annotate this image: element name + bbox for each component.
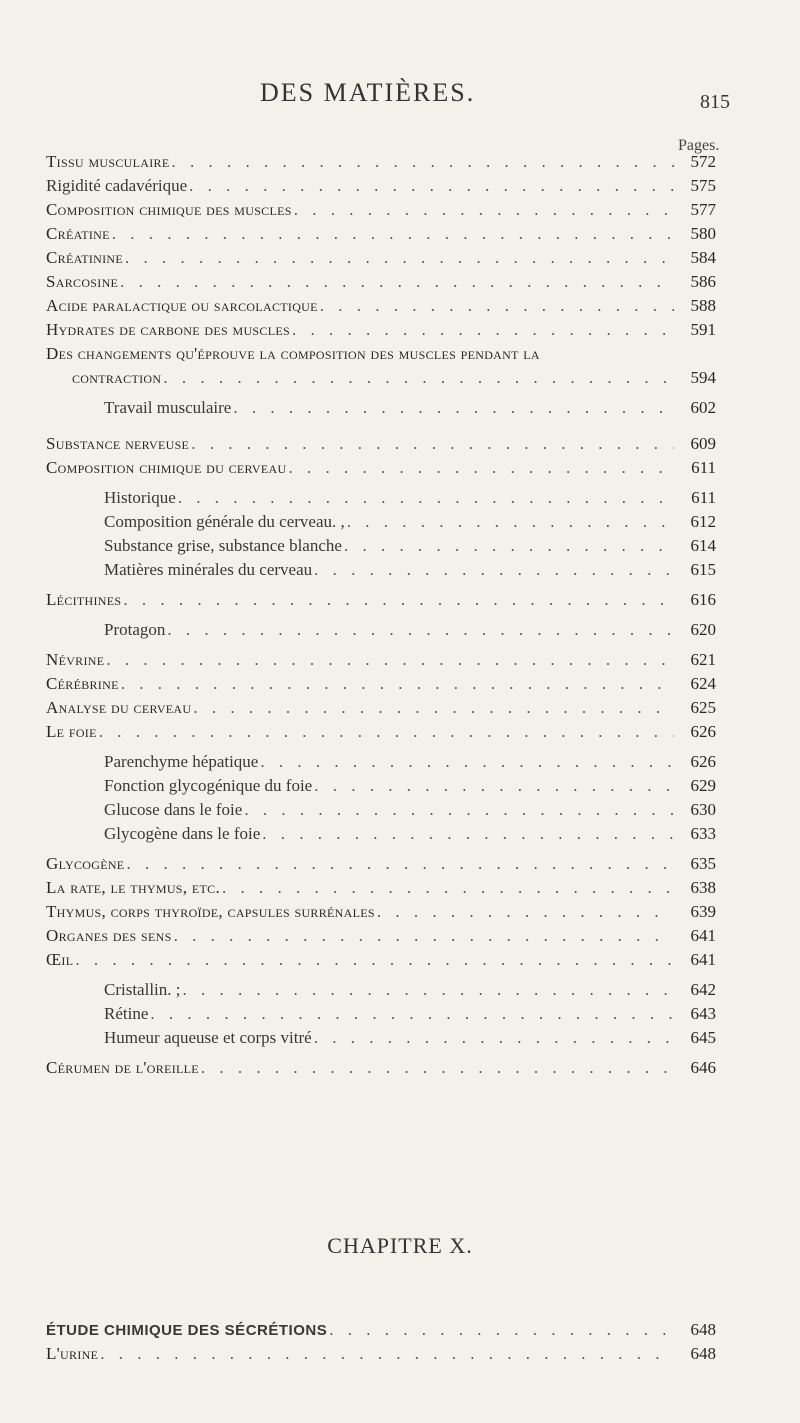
toc-entry-title: Composition chimique des muscles <box>46 200 292 219</box>
toc-entry-page: 586 <box>690 272 716 291</box>
dot-leader <box>121 672 674 696</box>
toc-entry-page: 629 <box>690 776 716 795</box>
toc-entry-page: 588 <box>690 296 716 315</box>
dot-leader <box>193 696 674 720</box>
toc-entry-page: 615 <box>690 560 716 579</box>
toc-entry-page: 612 <box>690 512 716 531</box>
dot-leader <box>201 1056 674 1080</box>
toc-entry-title: Acide paralactique ou sarcolactique <box>46 296 318 315</box>
toc-entry <box>46 1318 716 1342</box>
toc-entry-title: Parenchyme hépatique <box>104 752 259 771</box>
toc-entry-page: 577 <box>690 200 716 219</box>
toc-entry-title: Créatinine <box>46 248 123 267</box>
toc-entry-title: Créatine <box>46 224 110 243</box>
page-number: 815 <box>700 91 730 113</box>
toc-entry <box>104 534 716 558</box>
toc-entry-title: L'urine <box>46 1344 99 1363</box>
toc-entry-page: 641 <box>690 950 716 969</box>
toc-entry-page: 620 <box>690 620 716 639</box>
toc-entry-page: 614 <box>690 536 716 555</box>
toc-entry <box>46 648 716 672</box>
toc-entry-title: contraction <box>72 368 162 387</box>
toc-entry <box>104 822 716 846</box>
dot-leader <box>222 876 674 900</box>
toc-entry-page: 630 <box>690 800 716 819</box>
toc-entry-title: Substance grise, substance blanche <box>104 536 342 555</box>
toc-entry <box>46 924 716 948</box>
dot-leader <box>123 588 674 612</box>
toc-entry-page: 611 <box>691 458 716 477</box>
toc-entry <box>104 396 716 420</box>
toc-entry <box>104 798 716 822</box>
dot-leader <box>125 246 674 270</box>
dot-leader <box>126 852 674 876</box>
dot-leader <box>329 1318 674 1342</box>
toc-entry-title: Sarcosine <box>46 272 119 291</box>
toc-entry <box>46 294 716 318</box>
dot-leader <box>191 432 674 456</box>
toc-entry-title: Cristallin. ; <box>104 980 181 999</box>
toc-entry-title: Fonction glycogénique du foie <box>104 776 313 795</box>
dot-leader <box>120 270 674 294</box>
toc-entry-title: Protagon <box>104 620 166 639</box>
toc-entry <box>104 750 716 774</box>
toc-entry <box>46 198 716 222</box>
toc-entry-page: 616 <box>690 590 716 609</box>
dot-leader <box>100 1342 674 1366</box>
toc-entry <box>104 774 716 798</box>
toc-entry <box>46 852 716 876</box>
toc-entry <box>46 696 716 720</box>
toc-entry-page: 580 <box>690 224 716 243</box>
toc-entry-title: Composition chimique du cerveau <box>46 458 287 477</box>
dot-leader <box>167 618 674 642</box>
dot-leader <box>178 486 674 510</box>
dot-leader <box>294 198 674 222</box>
toc-entry <box>46 246 716 270</box>
toc-entry-page: 641 <box>690 926 716 945</box>
toc-entry-title: Travail musculaire <box>104 398 232 417</box>
toc-entry-title: Tissu musculaire <box>46 152 170 171</box>
toc-entry <box>46 432 716 456</box>
running-head: DES MATIÈRES. <box>260 78 476 107</box>
pages-column-label: Pages. <box>678 137 720 154</box>
dot-leader <box>233 396 674 420</box>
toc-entry <box>104 510 716 534</box>
toc-entry <box>104 618 716 642</box>
toc-entry-title: Historique <box>104 488 176 507</box>
dot-leader <box>75 948 674 972</box>
toc-entry-page: 594 <box>690 368 716 387</box>
toc-entry-page: 642 <box>690 980 716 999</box>
toc-entry-title: Substance nerveuse <box>46 434 190 453</box>
toc-entry <box>46 318 716 342</box>
toc-entry-page: 625 <box>690 698 716 717</box>
toc-entry-page: 645 <box>690 1028 716 1047</box>
toc-entry-title: Le foie <box>46 722 97 741</box>
toc-entry-page: 575 <box>690 176 716 195</box>
toc-entry-page: 611 <box>691 488 716 507</box>
toc-entry-title: Des changements qu'éprouve la composition des muscles pendant la <box>46 344 540 363</box>
toc-entry <box>46 174 716 198</box>
toc-entry <box>72 366 716 390</box>
toc-entry-title: Glycogène dans le foie <box>104 824 261 843</box>
toc-entry <box>46 1342 716 1366</box>
dot-leader <box>163 366 674 390</box>
dot-leader <box>244 798 674 822</box>
toc-entry-title: La rate, le thymus, etc. <box>46 878 220 897</box>
toc-entry-page: 638 <box>690 878 716 897</box>
toc-entry-page: 591 <box>690 320 716 339</box>
toc-entry-page: 602 <box>690 398 716 417</box>
toc-entry <box>46 270 716 294</box>
toc-entry-title: Cérébrine <box>46 674 119 693</box>
toc-entry-page: 584 <box>690 248 716 267</box>
toc-entry <box>104 1002 716 1026</box>
toc-entry-title: Composition générale du cerveau. , <box>104 512 345 531</box>
dot-leader <box>106 648 674 672</box>
toc-entry-title: Glucose dans le foie <box>104 800 243 819</box>
toc-entry-title: Humeur aqueuse et corps vitré <box>104 1028 312 1047</box>
toc-entry-title: Névrine <box>46 650 105 669</box>
dot-leader <box>260 750 674 774</box>
toc-entry-page: 648 <box>690 1320 716 1339</box>
toc-entry <box>46 150 716 174</box>
toc-entry-title: Glycogène <box>46 854 125 873</box>
toc-entry <box>46 876 716 900</box>
toc-entry-title: Organes des sens <box>46 926 172 945</box>
toc-entry-page: 609 <box>690 434 716 453</box>
toc-entry-page: 626 <box>690 752 716 771</box>
dot-leader <box>314 774 674 798</box>
dot-leader <box>344 534 674 558</box>
toc-entry <box>104 558 716 582</box>
dot-leader <box>320 294 674 318</box>
toc-entry-title: Œil <box>46 950 74 969</box>
toc-entry-page: 572 <box>690 152 716 171</box>
toc-entry <box>46 1056 716 1080</box>
toc-entry-page: 643 <box>690 1004 716 1023</box>
dot-leader <box>183 978 675 1002</box>
toc-entry-title: Matières minérales du cerveau <box>104 560 313 579</box>
toc-entry-title: Rétine <box>104 1004 149 1023</box>
dot-leader <box>112 222 674 246</box>
toc-entry <box>46 672 716 696</box>
toc-entry-title: Hydrates de carbone des muscles <box>46 320 290 339</box>
dot-leader <box>314 1026 674 1050</box>
dot-leader <box>150 1002 674 1026</box>
toc-entry <box>46 456 716 480</box>
toc-entry-page: 624 <box>690 674 716 693</box>
dot-leader <box>189 174 674 198</box>
toc-entry <box>46 900 716 924</box>
dot-leader <box>314 558 674 582</box>
toc-entry <box>46 222 716 246</box>
dot-leader <box>171 150 674 174</box>
dot-leader <box>262 822 674 846</box>
dot-leader <box>292 318 674 342</box>
toc-entry <box>46 588 716 612</box>
toc-entry-page: 626 <box>690 722 716 741</box>
dot-leader <box>288 456 674 480</box>
toc-entry-page: 621 <box>690 650 716 669</box>
dot-leader <box>347 510 674 534</box>
toc-entry <box>104 486 716 510</box>
chapter-heading: CHAPITRE X. <box>327 1233 473 1258</box>
toc-entry-page: 648 <box>690 1344 716 1363</box>
toc-entry <box>104 978 716 1002</box>
toc-entry-title: ÉTUDE CHIMIQUE DES SÉCRÉTIONS <box>46 1322 328 1339</box>
toc-entry <box>46 342 716 366</box>
dot-leader <box>99 720 674 744</box>
dot-leader <box>174 924 674 948</box>
toc-entry-title: Rigidité cadavérique <box>46 176 188 195</box>
toc-entry-page: 646 <box>690 1058 716 1077</box>
toc-entry-title: Cérumen de l'oreille <box>46 1058 199 1077</box>
toc-entry-title: Lécithines <box>46 590 122 609</box>
toc-entry-page: 635 <box>690 854 716 873</box>
toc-entry-page: 639 <box>690 902 716 921</box>
toc-entry-page: 633 <box>690 824 716 843</box>
toc-entry <box>46 948 716 972</box>
toc-entry-title: Thymus, corps thyroïde, capsules surrénales <box>46 902 375 921</box>
dot-leader <box>377 900 674 924</box>
toc-entry-title: Analyse du cerveau <box>46 698 192 717</box>
toc-entry <box>46 720 716 744</box>
toc-entry <box>104 1026 716 1050</box>
